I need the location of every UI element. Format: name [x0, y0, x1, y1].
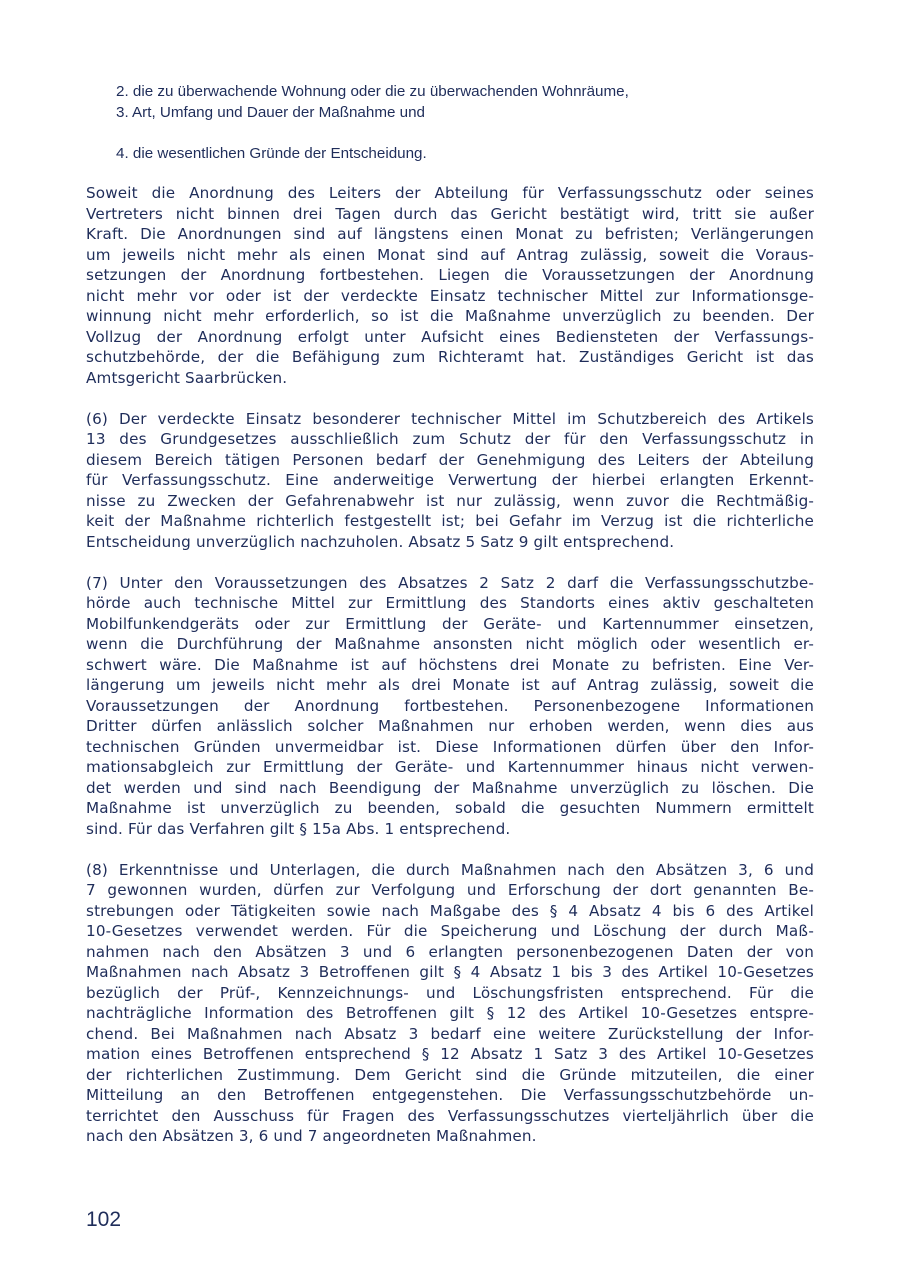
- text-line: mation eines Betroffenen entsprechend § 12 Absatz 1 Satz 3 des Artikel 10-Gesetzes: [86, 1045, 814, 1063]
- text-line: 13 des Grundgesetzes ausschließlich zum Schutz der für den Verfassungsschutz in: [86, 430, 814, 448]
- text-line: um jeweils nicht mehr als einen Monat sind auf Antrag zulässig, soweit die Voraus-: [86, 245, 814, 264]
- text-line: (8) Erkenntnisse und Unterlagen, die durch Maßnahmen nach den Absätzen 3, 6 und: [86, 860, 814, 879]
- text-line: (7) Unter den Voraussetzungen des Absatzes 2 Satz 2 darf die Verfassungsschutzbe-: [86, 573, 814, 592]
- text-line: nach den Absätzen 3, 6 und 7 angeordneten Maßnahmen.: [86, 1127, 537, 1145]
- text-line: Vollzug der Anordnung erfolgt unter Aufsicht eines Bediensteten der Verfassungs-: [86, 327, 814, 346]
- page-number: 102: [86, 1208, 122, 1231]
- text-line: wenn die Durchführung der Maßnahme ansonsten nicht möglich oder wesentlich er-: [86, 635, 814, 653]
- text-line: Mitteilung an den Betroffenen entgegenstehen. Die Verfassungsschutzbehörde un-: [86, 1086, 814, 1104]
- text-line: Maßnahme ist unverzüglich zu beenden, sobald die gesuchten Nummern ermittelt: [86, 799, 814, 817]
- text-line: nicht mehr vor oder ist der verdeckte Einsatz technischer Mittel zur Informationsge-: [86, 286, 814, 305]
- numbered-list: [116, 81, 816, 164]
- text-line: mationsabgleich zur Ermittlung der Geräte- und Kartennummer hinaus nicht verwen-: [86, 758, 814, 776]
- body-text: [86, 183, 814, 1147]
- text-line: det werden und sind nach Beendigung der Maßnahme unverzüglich zu löschen. Die: [86, 778, 814, 797]
- paragraph: [86, 573, 814, 840]
- text-line: Amtsgericht Saarbrücken.: [86, 368, 288, 387]
- text-line: chend. Bei Maßnahmen nach Absatz 3 bedarf eine weitere Zurückstellung der Infor-: [86, 1024, 814, 1043]
- text-line: nahmen nach den Absätzen 3 und 6 erlangten personenbezogenen Daten der von: [86, 942, 814, 961]
- list-item: 4. die wesentlichen Gründe der Entscheidung.: [116, 145, 427, 162]
- text-line: schutzbehörde, der die Befähigung zum Richteramt hat. Zuständiges Gericht ist das: [86, 348, 814, 366]
- text-line: bezüglich der Prüf-, Kennzeichnungs- und Löschungsfristen entsprechend. Für die: [86, 983, 814, 1002]
- list-item: 2. die zu überwachende Wohnung oder die zu überwachenden Wohnräume,: [116, 83, 629, 100]
- text-line: setzungen der Anordnung fortbestehen. Liegen die Voraussetzungen der Anordnung: [86, 266, 814, 284]
- text-line: Voraussetzungen der Anordnung fortbestehen. Personenbezogene Informationen: [86, 696, 814, 715]
- paragraph: [86, 183, 814, 388]
- text-line: für Verfassungsschutz. Eine anderweitige Verwertung der hierbei erlangten Erkennt-: [86, 471, 814, 489]
- text-line: Kraft. Die Anordnungen sind auf längstens einen Monat zu befristen; Verlängerungen: [86, 225, 814, 243]
- text-line: schwert wäre. Die Maßnahme ist auf höchstens drei Monate zu befristen. Eine Ver-: [86, 655, 814, 674]
- paragraph: [86, 860, 814, 1147]
- text-line: diesem Bereich tätigen Personen bedarf der Genehmigung des Leiters der Abteilung: [86, 450, 814, 469]
- text-line: strebungen oder Tätigkeiten sowie nach Maßgabe des § 4 Absatz 4 bis 6 des Artikel: [86, 901, 814, 920]
- text-line: sind. Für das Verfahren gilt § 15a Abs. 1 entsprechend.: [86, 819, 511, 838]
- text-line: längerung um jeweils nicht mehr als drei Monate ist auf Antrag zulässig, soweit die: [86, 676, 814, 694]
- paragraph: [86, 409, 814, 553]
- text-line: keit der Maßnahme richterlich festgestellt ist; bei Gefahr im Verzug ist die richterliche: [86, 512, 814, 530]
- text-line: Mobilfunkendgeräts oder zur Ermittlung der Geräte- und Kartennummer einsetzen,: [86, 614, 814, 633]
- text-line: Maßnahmen nach Absatz 3 Betroffenen gilt § 4 Absatz 1 bis 3 des Artikel 10-Gesetzes: [86, 963, 814, 981]
- text-line: Soweit die Anordnung des Leiters der Abteilung für Verfassungsschutz oder seines: [86, 184, 814, 202]
- text-line: winnung nicht mehr erforderlich, so ist die Maßnahme unverzüglich zu beenden. Der: [86, 307, 814, 325]
- text-line: technischen Gründen unvermeidbar ist. Diese Informationen dürfen über den Infor-: [86, 737, 814, 756]
- text-line: 7 gewonnen wurden, dürfen zur Verfolgung und Erforschung der dort genannten Be-: [86, 881, 814, 899]
- text-line: hörde auch technische Mittel zur Ermittlung des Standorts eines aktiv geschalteten: [86, 594, 814, 612]
- text-line: Dritter dürfen anlässlich solcher Maßnahmen nur erhoben werden, wenn dies aus: [86, 717, 814, 735]
- text-line: Vertreters nicht binnen drei Tagen durch das Gericht bestätigt wird, tritt sie außer: [86, 204, 814, 223]
- text-line: der richterlichen Zustimmung. Dem Gericht sind die Gründe mitzuteilen, die einer: [86, 1065, 814, 1084]
- text-line: nisse zu Zwecken der Gefahrenabwehr ist nur zulässig, wenn zuvor die Rechtmäßig-: [86, 491, 814, 510]
- text-line: (6) Der verdeckte Einsatz besonderer technischer Mittel im Schutzbereich des Artikels: [86, 409, 814, 428]
- text-line: terrichtet den Ausschuss für Fragen des Verfassungsschutzes vierteljährlich über die: [86, 1106, 814, 1125]
- text-line: nachträgliche Information des Betroffenen gilt § 12 des Artikel 10-Gesetzes entspre-: [86, 1004, 814, 1022]
- text-line: 10-Gesetzes verwendet werden. Für die Speicherung und Löschung der durch Maß-: [86, 922, 814, 940]
- list-item: 3. Art, Umfang und Dauer der Maßnahme und: [116, 104, 425, 121]
- text-line: Entscheidung unverzüglich nachzuholen. Absatz 5 Satz 9 gilt entsprechend.: [86, 532, 675, 551]
